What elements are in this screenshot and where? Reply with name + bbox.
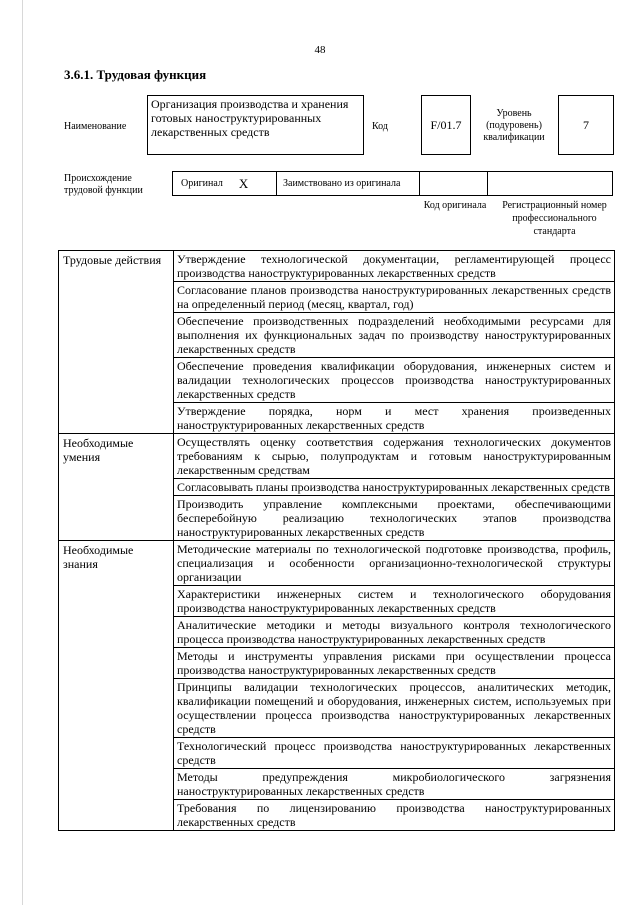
item-cell: Утверждение порядка, норм и мест хранения произведенных наноструктурированных лекарственных средств <box>174 403 615 434</box>
item-cell: Методические материалы по технологической подготовке производства, профиль, специализация и особенности организационно-технологической структуры организации <box>174 541 615 586</box>
origin-borrowed-cell <box>277 171 420 196</box>
function-code-value: F/01.7 <box>430 117 462 132</box>
item-cell: Аналитические методики и методы визуального контроля технологического процесса производства наноструктурированных лекарственных средств <box>174 617 615 648</box>
item-cell: Методы и инструменты управления рисками при осуществлении процесса производства наноструктурированных лекарственных средств <box>174 648 615 679</box>
item-cell: Требования по лицензированию производства наноструктурированных лекарственных средств <box>174 800 615 831</box>
table-row <box>59 251 615 282</box>
item-cell: Обеспечение проведения квалификации оборудования, инженерных систем и валидации технологических процессов производства наноструктурированных лекарственных средств <box>174 358 615 403</box>
original-code-caption: Код оригинала <box>423 200 487 211</box>
page-edge <box>22 0 23 905</box>
borrowed-label: Заимствовано из оригинала <box>283 178 401 189</box>
item-cell: Согласование планов производства наноструктурированных лекарственных средств на определенный период (месяц, квартал, год) <box>174 282 615 313</box>
code-label: Код <box>372 121 388 132</box>
item-cell: Производить управление комплексными проектами, обеспечивающими бесперебойную реализацию технологических этапов производства наноструктурированных лекарственных средств <box>174 496 615 541</box>
item-cell: Обеспечение производственных подразделений необходимыми ресурсами для выполнения их функциональных задач по производству наноструктурированных лекарственных средств <box>174 313 615 358</box>
function-name-field: Организация производства и хранения готовых наноструктурированных лекарственных средств <box>147 95 364 155</box>
category-cell: Трудовые действия <box>59 251 174 434</box>
original-label: Оригинал <box>181 178 223 189</box>
item-cell: Характеристики инженерных систем и технологического оборудования производства наноструктурированных лекарственных средств <box>174 586 615 617</box>
item-cell: Технологический процесс производства наноструктурированных лекарственных средств <box>174 738 615 769</box>
category-cell: Необходимые умения <box>59 434 174 541</box>
qualification-level-field <box>558 95 614 155</box>
qualification-level-label: Уровень (подуровень) квалификации <box>483 108 545 143</box>
item-cell: Принципы валидации технологических процессов, аналитических методик, квалификации помещений и оборудования, инженерных систем, используемых при осуществлении процесса производства наноструктурированных лекарственных средств <box>174 679 615 738</box>
reg-number-caption: Регистрационный номер профессионального стандарта <box>502 200 607 237</box>
name-label: Наименование <box>64 121 127 132</box>
item-cell: Осуществлять оценку соответствия содержания технологических документов требованиям к сырью, полупродуктам и готовым наноструктурированным лекарственным средствам <box>174 434 615 479</box>
table-row <box>59 434 615 479</box>
section-title: 3.6.1. Трудовая функция <box>64 67 207 82</box>
origin-row <box>172 171 613 196</box>
qualification-level-value: 7 <box>583 117 589 132</box>
item-cell: Утверждение технологической документации, регламентирующей процесс производства наноструктурированных лекарственных средств <box>174 251 615 282</box>
origin-label: Происхождение трудовой функции <box>64 173 143 196</box>
page-number: 48 <box>314 44 326 56</box>
category-cell: Необходимые знания <box>59 541 174 831</box>
original-mark: X <box>238 175 249 191</box>
origin-original-cell <box>172 171 277 196</box>
item-cell: Методы предупреждения микробиологического загрязнения наноструктурированных лекарственных средств <box>174 769 615 800</box>
table-row <box>59 541 615 586</box>
item-cell: Согласовывать планы производства наноструктурированных лекарственных средств <box>174 479 615 496</box>
original-code-cell <box>420 171 488 196</box>
function-table <box>58 250 615 831</box>
function-code-field <box>421 95 471 155</box>
reg-number-cell <box>488 171 613 196</box>
